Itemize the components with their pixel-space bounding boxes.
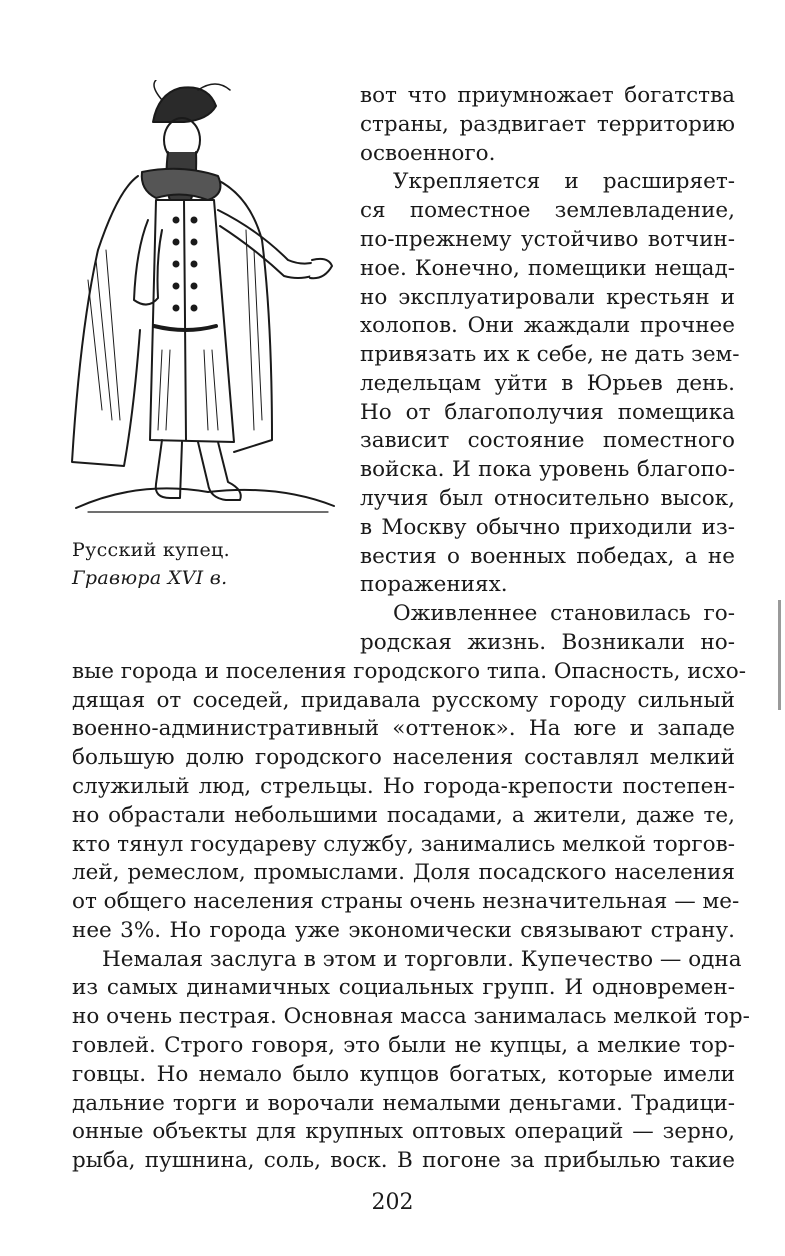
text-line: зависит состояние поместного: [360, 428, 735, 454]
text-line: дящая от соседей, придавала русскому городу сильный: [72, 687, 735, 713]
text-line: Но от благополучия помещика: [360, 399, 735, 425]
text-line: из самых динамичных социальных групп. И одновремен-: [72, 975, 735, 1001]
text-line: родская жизнь. Возникали но-: [360, 630, 735, 655]
text-line: по-прежнему устойчиво вотчин-: [360, 226, 735, 252]
text-line: ное. Конечно, помещики нещад-: [360, 255, 735, 281]
text-line: лучия был относительно высок,: [360, 486, 735, 512]
text-line: войска. И пока уровень благопо-: [360, 457, 735, 483]
text-line: но очень пестрая. Основная масса занималась мелкой тор-: [72, 1004, 750, 1030]
merchant-engraving: [58, 80, 348, 522]
text-line: дальние торги и ворочали немалыми деньгами. Традици-: [72, 1090, 735, 1116]
text-line: привязать их к себе, не дать зем-: [360, 342, 740, 368]
text-line: вот что приумножает богатства: [360, 83, 735, 108]
text-line: освоенного.: [360, 140, 496, 166]
text-line: Укрепляется и расширяет-: [393, 169, 735, 195]
text-line: но обрастали небольшими посадами, а жители, даже те,: [72, 802, 735, 828]
text-line: онные объекты для крупных оптовых операций — зерно,: [72, 1119, 735, 1145]
text-line: холопов. Они жаждали прочнее: [360, 313, 735, 339]
text-line: нее 3%. Но города уже экономически связывают страну.: [72, 917, 735, 943]
text-line: говцы. Но немало было купцов богатых, которые имели: [72, 1061, 735, 1087]
caption-title: Русский купец.: [72, 539, 230, 561]
text-line: Немалая заслуга в этом и торговли. Купечество — одна: [102, 946, 742, 972]
text-line: в Москву обычно приходили из-: [360, 514, 735, 540]
text-line: военно-административный «оттенок». На юге и западе: [72, 716, 735, 742]
text-line: вестия о военных победах, а не: [360, 543, 735, 569]
text-line: большую долю городского населения составлял мелкий: [72, 745, 735, 771]
text-line: ся поместное землевладение,: [360, 198, 735, 224]
text-line: Оживленнее становилась го-: [393, 601, 735, 627]
text-line: рыба, пушнина, соль, воск. В погоне за прибылью такие: [72, 1148, 735, 1174]
text-line: служилый люд, стрельцы. Но города-крепости постепен-: [72, 773, 735, 799]
caption-source: Гравюра XVI в.: [72, 567, 228, 589]
figure-caption: [72, 536, 352, 592]
page-edge-mark: [778, 600, 781, 710]
text-line: вые города и поселения городского типа. Опасность, исхо-: [72, 658, 746, 684]
text-line: говлей. Строго говоря, это были не купцы, а мелкие тор-: [72, 1033, 735, 1059]
text-line: страны, раздвигает территорию: [360, 111, 735, 137]
page-number: 202: [371, 1190, 414, 1215]
text-line: лей, ремеслом, промыслами. Доля посадского населения: [72, 860, 735, 886]
text-line: от общего населения страны очень незначительная — ме-: [72, 889, 740, 915]
text-line: ледельцам уйти в Юрьев день.: [360, 370, 735, 396]
text-line: кто тянул государеву службу, занимались мелкой торгов-: [72, 831, 735, 857]
text-line: поражениях.: [360, 572, 508, 598]
text-line: но эксплуатировали крестьян и: [360, 284, 735, 310]
